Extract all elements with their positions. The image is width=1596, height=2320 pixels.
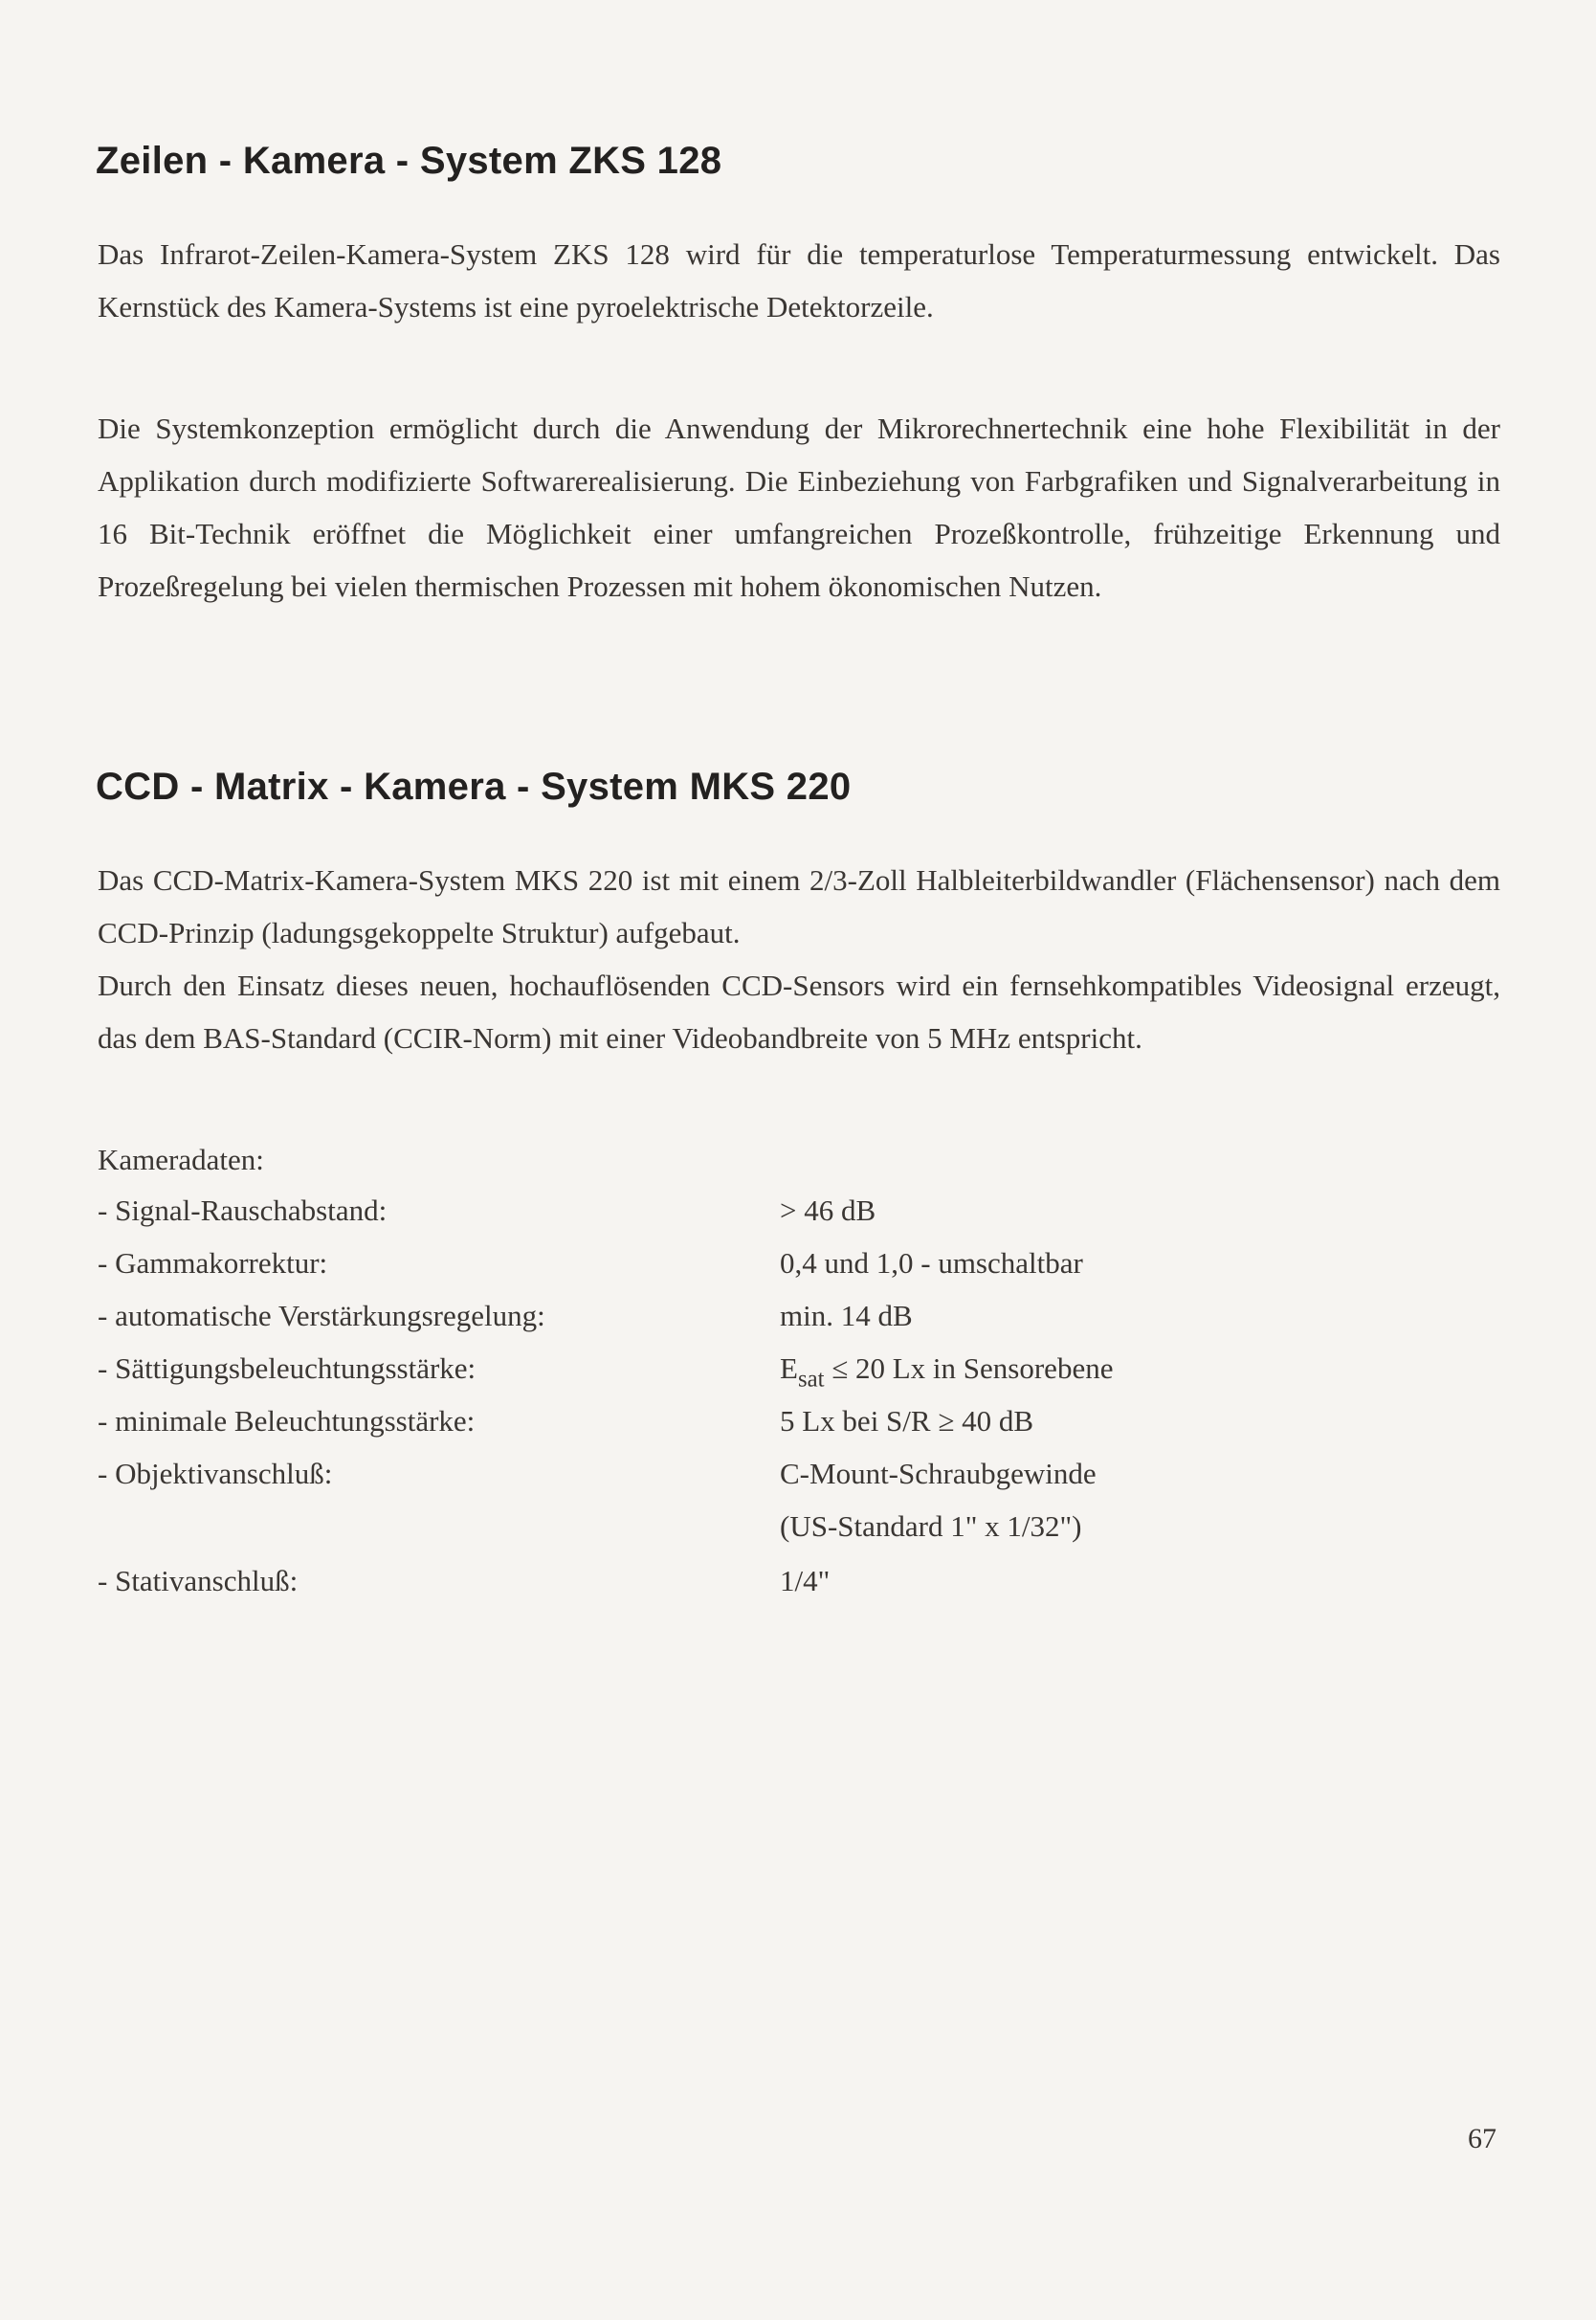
- page-number: 67: [1468, 2123, 1496, 2154]
- spec-value-agc: min. 14 dB: [780, 1299, 913, 1332]
- spec-label-gamma: - Gammakorrektur:: [98, 1246, 328, 1280]
- mks-intro-paragraph: Das CCD-Matrix-Kamera-System MKS 220 ist mit einem 2/3-Zoll Halbleiterbildwandler (Flächensensor) nach dem CCD-Prinzip (ladungsgekoppelte Struktur) aufgebaut.: [98, 863, 1500, 949]
- spec-value-saturation-symbol: E: [780, 1351, 798, 1385]
- spec-value-signal-noise: > 46 dB: [780, 1193, 876, 1227]
- spec-label-lens-mount: - Objektivanschluß:: [98, 1457, 333, 1490]
- section-title-mks: CCD - Matrix - Kamera - System MKS 220: [96, 766, 852, 808]
- mks-sensor-paragraph: Durch den Einsatz dieses neuen, hochauflösenden CCD-Sensors wird ein fernsehkompatibles Videosignal erzeugt, das dem BAS-Standard (CCIR-Norm) mit einer Videobandbreite von 5 MHz entspricht.: [98, 969, 1500, 1055]
- zks-intro-paragraph: Das Infrarot-Zeilen-Kamera-System ZKS 128 wird für die temperaturlose Temperaturmessung entwickelt. Das Kernstück des Kamera-Systems ist eine pyroelektrische Detektorzeile.: [98, 237, 1500, 323]
- zks-concept-paragraph: Die Systemkonzeption ermöglicht durch die Anwendung der Mikrorechnertechnik eine hohe Flexibilität in der Applikation durch modifizierte Softwarerealisierung. Die Einbeziehung von Farbgrafiken und Signalverarbeitung in 16 Bit-Technik eröffnet die Möglichkeit einer umfangreichen Prozeßkontrolle, frühzeitige Erkennung und Prozeßregelung bei vielen thermischen Prozessen mit hohem ökonomischen Nutzen.: [98, 412, 1500, 603]
- spec-label-agc: - automatische Verstärkungsregelung:: [98, 1299, 545, 1332]
- spec-value-saturation: [780, 1350, 1113, 1399]
- spec-label-tripod-mount: - Stativanschluß:: [98, 1564, 299, 1597]
- section-title-zks: Zeilen - Kamera - System ZKS 128: [96, 140, 722, 182]
- spec-label-signal-noise: - Signal-Rauschabstand:: [98, 1193, 388, 1227]
- spec-value-tripod-mount: 1/4": [780, 1564, 831, 1597]
- spec-label-saturation: - Sättigungsbeleuchtungsstärke:: [98, 1351, 477, 1385]
- spec-value-lens-mount-standard: (US-Standard 1" x 1/32"): [780, 1509, 1082, 1543]
- spec-value-saturation-subscript: sat: [797, 1366, 825, 1393]
- spec-value-min-illumination: 5 Lx bei S/R ≥ 40 dB: [780, 1404, 1034, 1438]
- spec-value-saturation-rest: ≤ 20 Lx in Sensorebene: [824, 1351, 1114, 1385]
- spec-label-min-illumination: - minimale Beleuchtungsstärke:: [98, 1404, 476, 1438]
- spec-value-gamma: 0,4 und 1,0 - umschaltbar: [780, 1246, 1083, 1280]
- spec-value-lens-mount: C-Mount-Schraubgewinde: [780, 1457, 1097, 1490]
- specs-heading: Kameradaten:: [98, 1143, 264, 1176]
